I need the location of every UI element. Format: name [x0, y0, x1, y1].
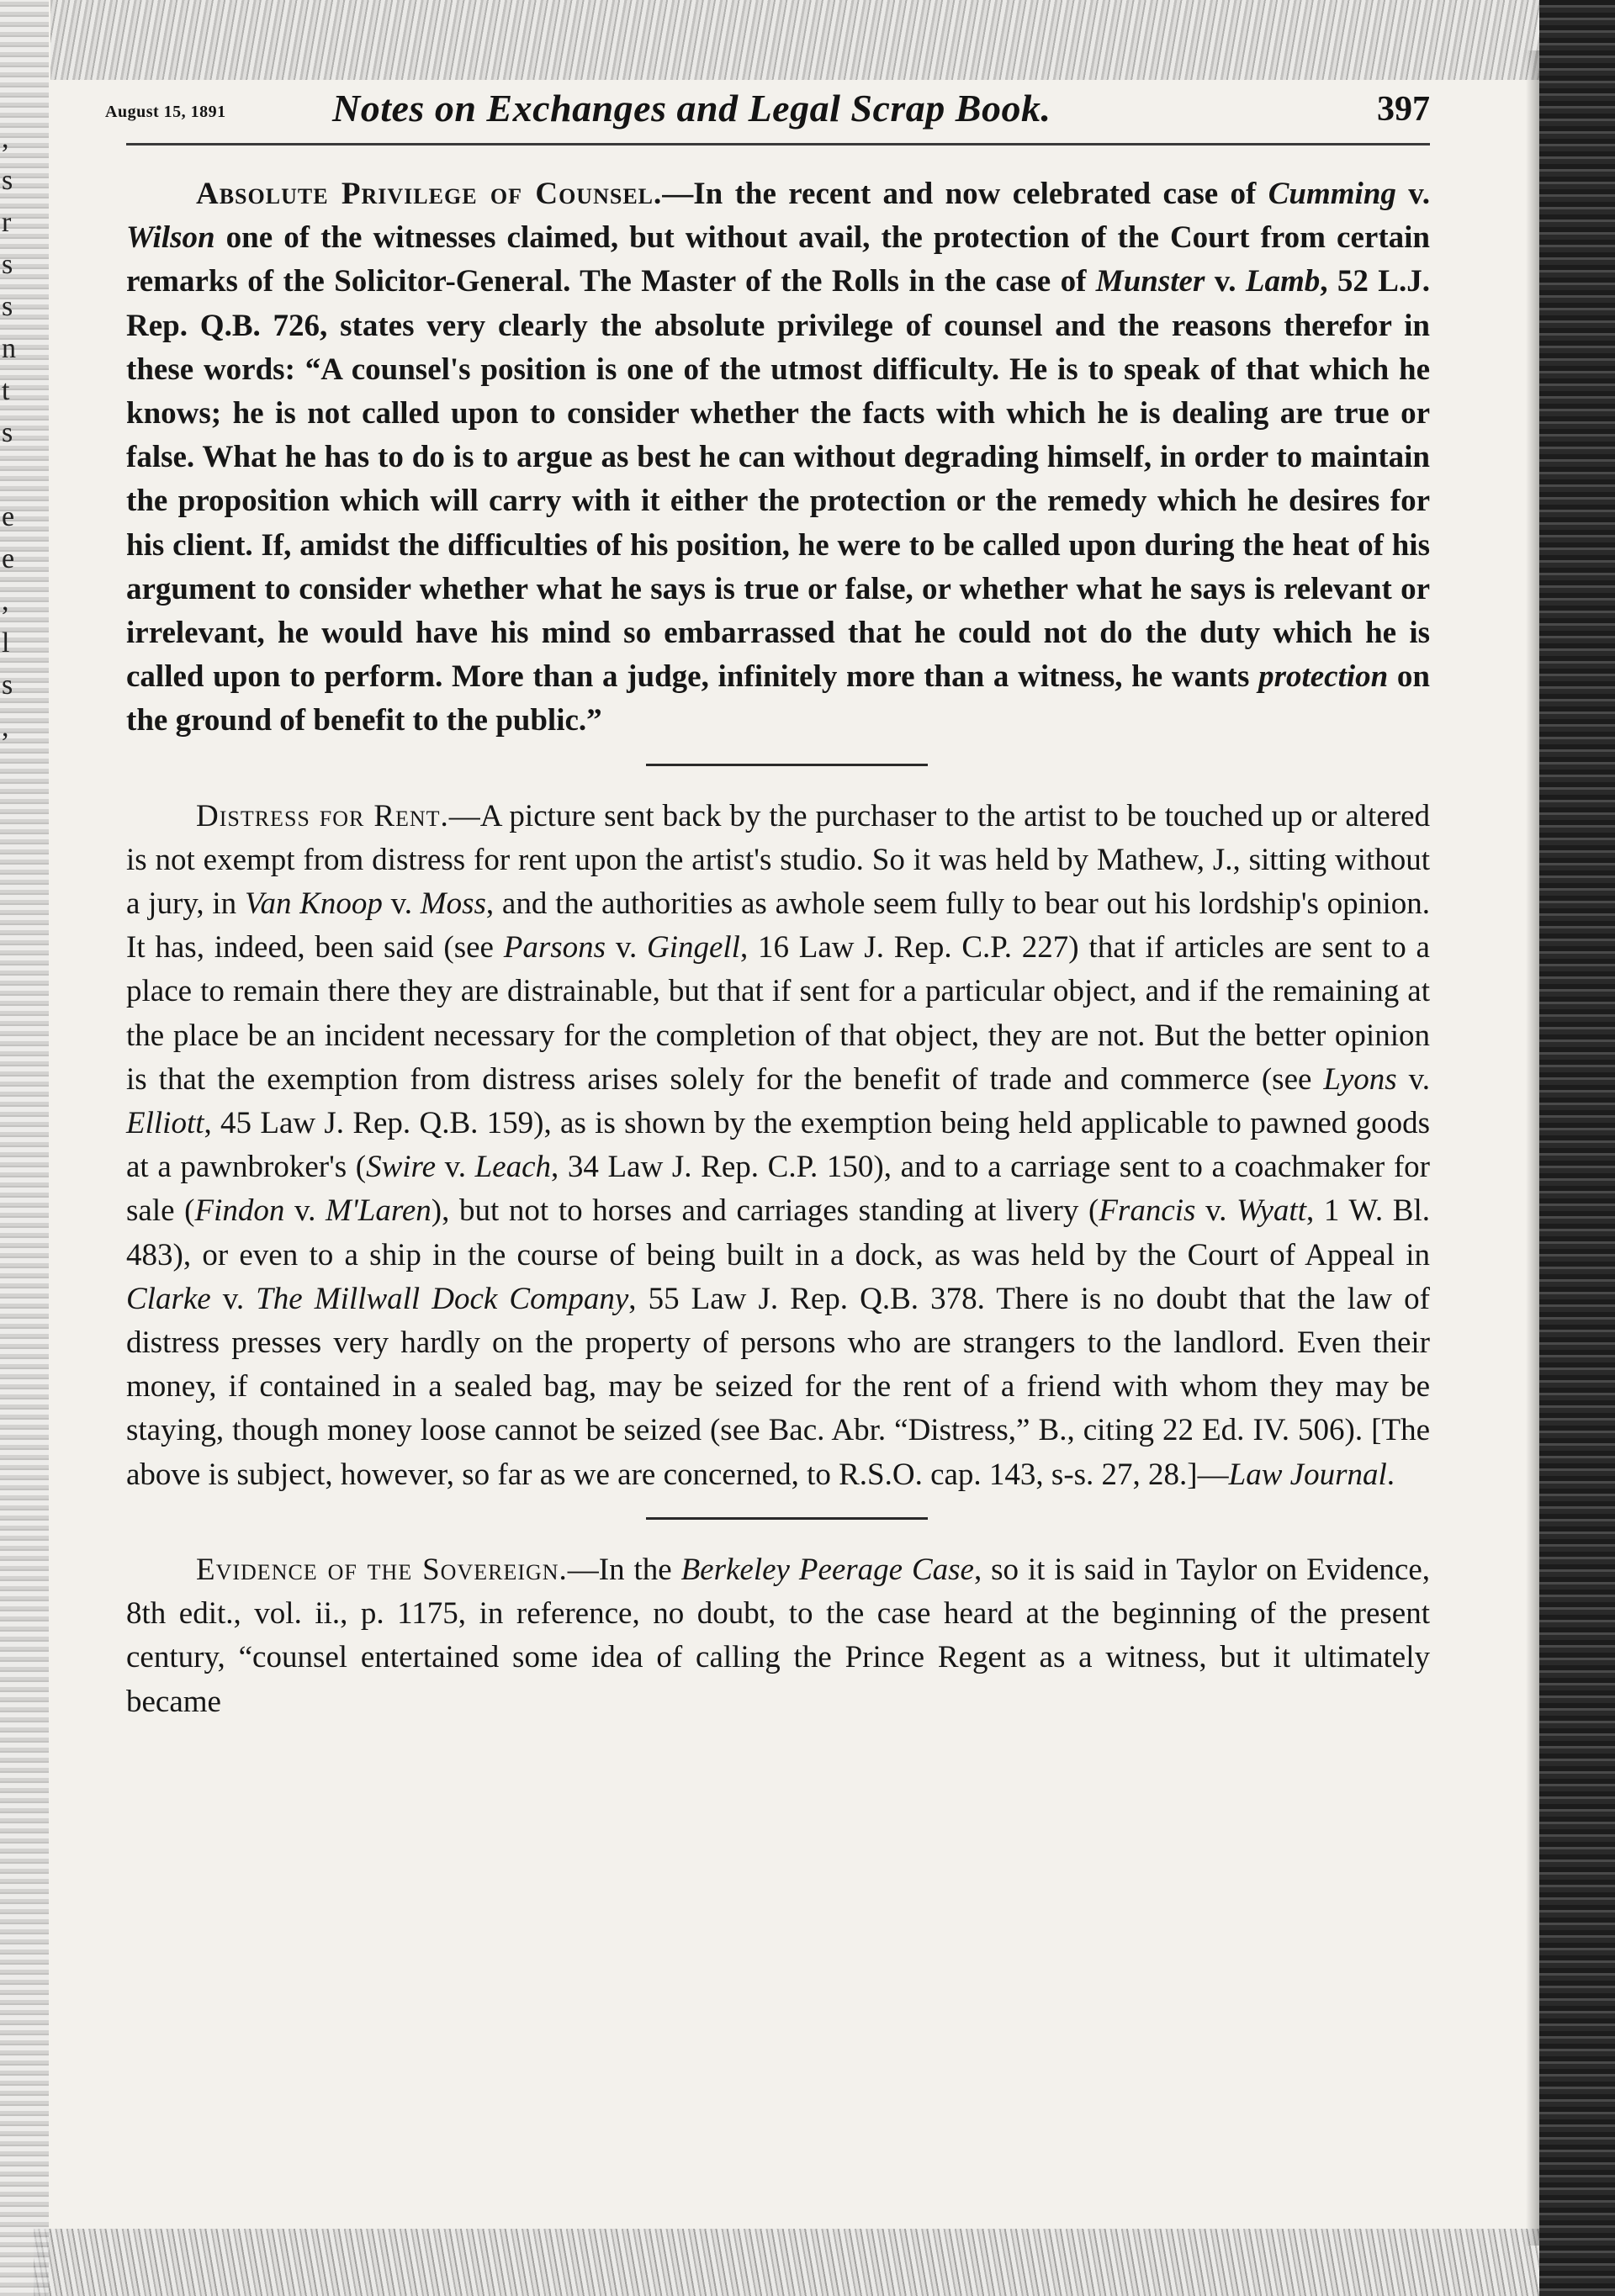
scan-noise-top [50, 0, 1573, 80]
scan-dark-edge-right [1539, 0, 1615, 2296]
body-text: one of the witnesses claimed, but without avail, the protection of the Court from certain remarks of the Solicitor-General. The Master of the Rolls in the case of [126, 220, 1430, 299]
body-text: v. [1205, 264, 1246, 299]
margin-fragment: , [2, 123, 9, 154]
section-divider [646, 1517, 928, 1520]
body-text: , 55 Law J. Rep. Q.B. 378. There is no doubt that the law of distress presses very hardly on the property of persons who are strangers to the landlord. Even their money, if contained in a sealed bag, may be seized for the rent of a friend with whom they may be staying, though money loose cannot be seized (see Bac. Abr. “Distress,” B., citing 22 Ed. IV. 506). [The above is subject, however, so far as we are concerned, to R.S.O. cap. 143, s-s. 27, 28.]— [126, 1281, 1430, 1492]
margin-fragment: s [2, 417, 13, 448]
italic-text: Gingell [646, 930, 740, 965]
body-text: v. [1396, 1061, 1430, 1097]
body-text: v. [436, 1150, 475, 1185]
facing-page-fragments [2, 118, 27, 749]
italic-text: Berkeley Peerage Case [680, 1552, 974, 1587]
body-text: , 1 W. Bl. 483), or even to a ship in the course of being built in a dock, as was held by the Court of Appeal in [126, 1193, 1430, 1272]
italic-text: Leach [474, 1150, 552, 1185]
page-shadow [1526, 50, 1539, 2246]
margin-fragment: s [2, 291, 13, 322]
body-text: on the ground of benefit to the public.” [126, 659, 1431, 738]
body-text: v. [606, 930, 647, 965]
italic-text: Lamb [1245, 264, 1321, 299]
body-text: v. [382, 886, 421, 922]
article-absolute-privilege [126, 172, 1430, 743]
scan-noise-bottom [34, 2229, 1581, 2296]
margin-fragment: , [2, 585, 9, 616]
italic-text: Elliott [126, 1106, 204, 1141]
margin-fragment: n [2, 333, 16, 364]
margin-fragment: e [2, 543, 15, 574]
italic-text: M'Laren [326, 1193, 432, 1229]
italic-text: Cumming [1268, 177, 1396, 211]
section-divider [646, 764, 928, 766]
header-title: Notes on Exchanges and Legal Scrap Book. [332, 87, 1051, 130]
article-distress-for-rent [126, 795, 1430, 1497]
body-text: v. [1195, 1193, 1237, 1229]
italic-text: The Millwall Dock Company [256, 1281, 629, 1316]
italic-text: Findon [194, 1193, 285, 1229]
body-text: v. [1395, 177, 1430, 211]
italic-text: protection [1258, 659, 1389, 695]
margin-fragment: s [2, 249, 13, 280]
section-heading: Absolute Privilege of Counsel. [196, 177, 663, 211]
italic-text: Lyons [1323, 1061, 1397, 1097]
italic-text: Munster [1095, 264, 1205, 299]
margin-fragment [2, 454, 27, 496]
body-text: , so it is said in Taylor on Evidence, 8th edit., vol. ii., p. 1175, in reference, no doubt, to the case heard at the beginning of the present century, “counsel entertained some idea of calling the Prince Regent as a witness, but it ultimately became [126, 1552, 1430, 1719]
running-header [105, 84, 1430, 145]
italic-text: Moss [420, 886, 486, 922]
article-evidence-of-sovereign [126, 1548, 1430, 1724]
body-text: v. [210, 1281, 257, 1316]
body-text: . [1386, 1457, 1395, 1492]
italic-text: Francis [1099, 1193, 1196, 1229]
body-text: , 16 Law J. Rep. C.P. 227) that if articles are sent to a place to remain there they are distrainable, but that if sent for a particular object, and if the remaining at the place be an incident necessary for the completion of that object, they are not. But the better opinion is that the exemption from distress arises solely for the benefit of trade and commerce (see [126, 930, 1430, 1097]
body-text: v. [284, 1193, 326, 1229]
body-text: —In the recent and now celebrated case of [662, 177, 1268, 211]
italic-text: Wyatt [1236, 1193, 1306, 1229]
italic-text: Van Knoop [244, 886, 383, 922]
article-paragraph [126, 795, 1430, 1497]
italic-text: Wilson [126, 220, 215, 256]
margin-fragment: r [2, 207, 12, 238]
italic-text: Parsons [503, 930, 606, 965]
margin-fragment: s [2, 669, 13, 701]
body-text: —A picture sent back by the purchaser to the artist to be touched up or altered is not exempt from distress for rent upon the artist's studio. So it was held by Mathew, J., sitting without a jury, in [126, 798, 1430, 922]
body-text: ), but not to horses and carriages standing at livery ( [431, 1193, 1099, 1229]
page-content [105, 84, 1431, 1724]
body-text: , 52 L.J. Rep. Q.B. 726, states very clearly the absolute privilege of counsel and the reasons therefor in these words: “A counsel's position is one of the utmost difficulty. He is to speak of that which he knows; he is not called upon to consider whether the facts with which he is dealing are true or false. What he has to do is to argue as best he can without degrading himself, in order to maintain the proposition which will carry with it either the protection or the remedy which he desires for his client. If, amidst the difficulties of his position, he were to be called upon during the heat of his argument to consider whether what he says is true or false, or whether what he says is relevant or irrelevant, he would have his mind so embarrassed that he could not do the duty which he is called upon to perform. More than a judge, infinitely more than a witness, he wants [126, 264, 1430, 695]
section-heading: Distress for Rent. [196, 798, 449, 833]
header-date: August 15, 1891 [105, 103, 226, 121]
body-text: , 34 Law J. Rep. C.P. 150), and to a carriage sent to a coachmaker for sale ( [126, 1150, 1430, 1229]
body-text: , 45 Law J. Rep. Q.B. 159), as is shown by the exemption being held applicable to pawned goods at a pawnbroker's ( [126, 1106, 1430, 1185]
italic-text: Clarke [126, 1281, 211, 1316]
body-text: —In the [567, 1552, 681, 1587]
italic-text: Swire [366, 1150, 437, 1185]
section-heading: Evidence of the Sovereign. [196, 1552, 568, 1587]
body-text: , and the authorities as awhole seem fully to bear out his lordship's opinion. It has, indeed, been said (see [126, 886, 1430, 965]
margin-fragment: l [2, 627, 10, 659]
margin-fragment: , [2, 712, 9, 743]
page-number: 397 [1377, 90, 1430, 129]
article-paragraph [126, 1548, 1430, 1724]
margin-fragment: s [2, 165, 13, 196]
margin-fragment: t [2, 375, 10, 406]
article-paragraph [126, 172, 1430, 743]
margin-fragment: e [2, 501, 15, 532]
italic-text: Law Journal [1228, 1457, 1387, 1492]
